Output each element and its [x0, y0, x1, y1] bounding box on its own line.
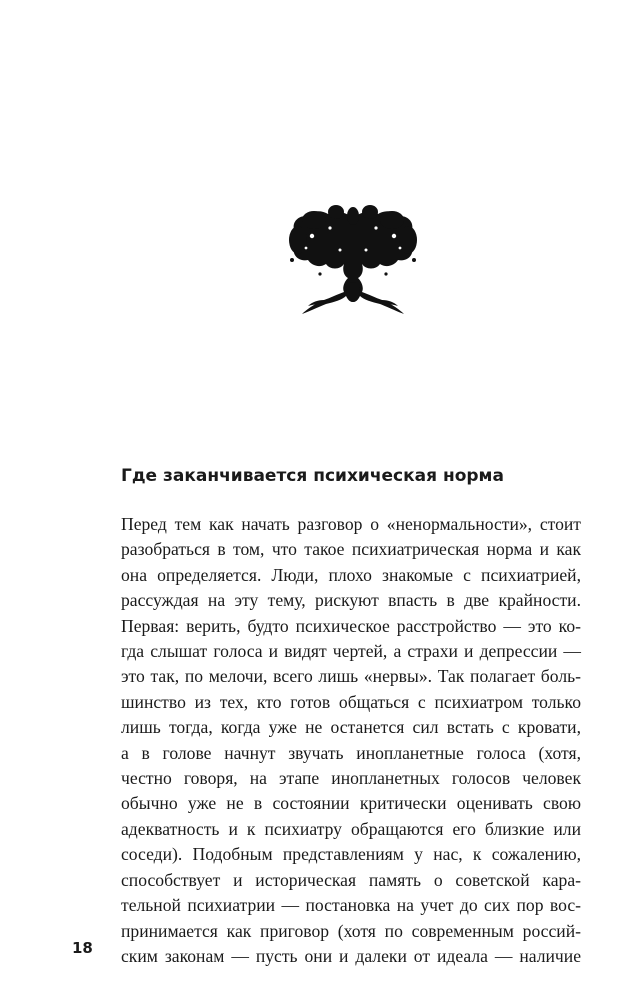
section-heading: Где заканчивается психическая норма — [121, 466, 504, 486]
text-line: шинство из тех, кто готов общаться с психиатром только — [121, 691, 581, 712]
text-line: разобраться в том, что такое психиатрическая норма и как — [121, 539, 581, 560]
text-line: адекватность и к психиатру обращаются его близкие или — [121, 818, 581, 839]
text-line: обычно уже не в состоянии критически оценивать свою — [121, 793, 581, 814]
text-line: ским законам — пусть они и далеки от идеала — наличие — [121, 945, 581, 966]
text-line: лишь тогда, когда уже не останется сил встать с кровати, — [121, 717, 581, 738]
text-line: а в голове начнут звучать инопланетные голоса (хотя, — [121, 742, 581, 763]
text-line: тельной психиатрии — постановка на учет до сих пор вос- — [121, 895, 581, 916]
text-line: Перед тем как начать разговор о «ненормальности», стоит — [121, 514, 581, 534]
text-line: гда слышат голоса и видят чертей, а страхи и депрессии — — [121, 641, 581, 662]
text-line: соседи). Подобным представлениям у нас, к сожалению, — [121, 844, 581, 865]
text-line: это так, по мелочи, всего лишь «нервы». Так полагает боль- — [121, 666, 581, 687]
text-line: она определяется. Люди, плохо знакомые с психиатрией, — [121, 564, 581, 585]
body-paragraph — [121, 512, 581, 969]
text-line: принимается как приговор (хотя по современным россий- — [121, 920, 581, 941]
text-line: рассуждая на эту тему, рискуют впасть в две крайности. — [121, 590, 581, 611]
rorschach-inkblot-icon — [284, 204, 422, 316]
text-line: честно говоря, на этапе инопланетных голосов человек — [121, 768, 581, 789]
text-line: Первая: верить, будто психическое расстройство — это ко- — [121, 615, 581, 636]
text-line: способствует и историческая память о советской кара- — [121, 869, 581, 890]
page-number: 18 — [72, 939, 93, 957]
